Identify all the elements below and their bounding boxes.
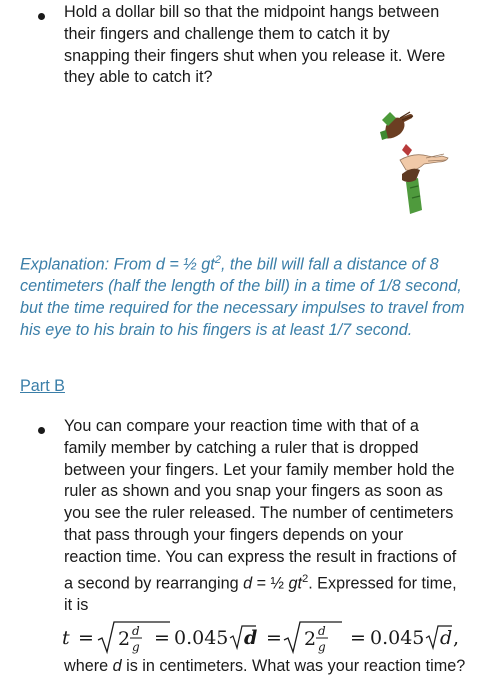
bullet-text: Hold a dollar bill so that the midpoint hangs between their fingers and challenge them to catch it by snapping their fingers shut when you release it. Were they able to catch it? (64, 3, 446, 87)
svg-text:d: d (440, 627, 453, 649)
svg-text:2: 2 (304, 628, 317, 650)
bullet-dot (38, 13, 45, 20)
reaction-time-formula (62, 618, 472, 656)
svg-text:g: g (132, 640, 140, 654)
bullet-text: You can compare your reaction time with that of a family member by catching a ruler that is dropped between your fingers. Let your family member hold the ruler as shown and you snap your fingers as soon as you see the ruler released. The number of centimeters that pass through your fingers depends on your reaction time. You can express the result in fractions of a second by rearranging d = ½ $gt^2$. Expressed for time, it is (64, 417, 457, 614)
hands-dollar-bill-illustration (366, 104, 466, 224)
svg-text:0.045: 0.045 (370, 627, 425, 649)
svg-text:=: = (350, 627, 366, 649)
svg-text:0.045: 0.045 (174, 627, 229, 649)
svg-text:d: d (244, 627, 258, 649)
formula-note-text: where d is in centimeters. What was your reaction time? (64, 657, 466, 675)
svg-text:=: = (78, 627, 94, 649)
svg-text:,: , (453, 627, 460, 649)
bullet-dot (38, 427, 45, 434)
svg-text:g: g (318, 640, 326, 654)
part-b-link[interactable]: Part B (20, 377, 65, 395)
svg-text:t: t (62, 627, 70, 649)
svg-text:=: = (154, 627, 170, 649)
svg-text:d: d (318, 624, 326, 638)
explanation-text: Explanation: From d = ½ $gt^2$, the bill will fall a distance of 8 centimeters (half the length of the bill) in a time of 1/8 second, but the time required for the necessary impulses to travel from his eye to his brain to his fingers is at least 1/7 second. (20, 254, 465, 340)
svg-text:2: 2 (118, 628, 131, 650)
svg-text:d: d (132, 624, 140, 638)
svg-text:=: = (266, 627, 282, 649)
